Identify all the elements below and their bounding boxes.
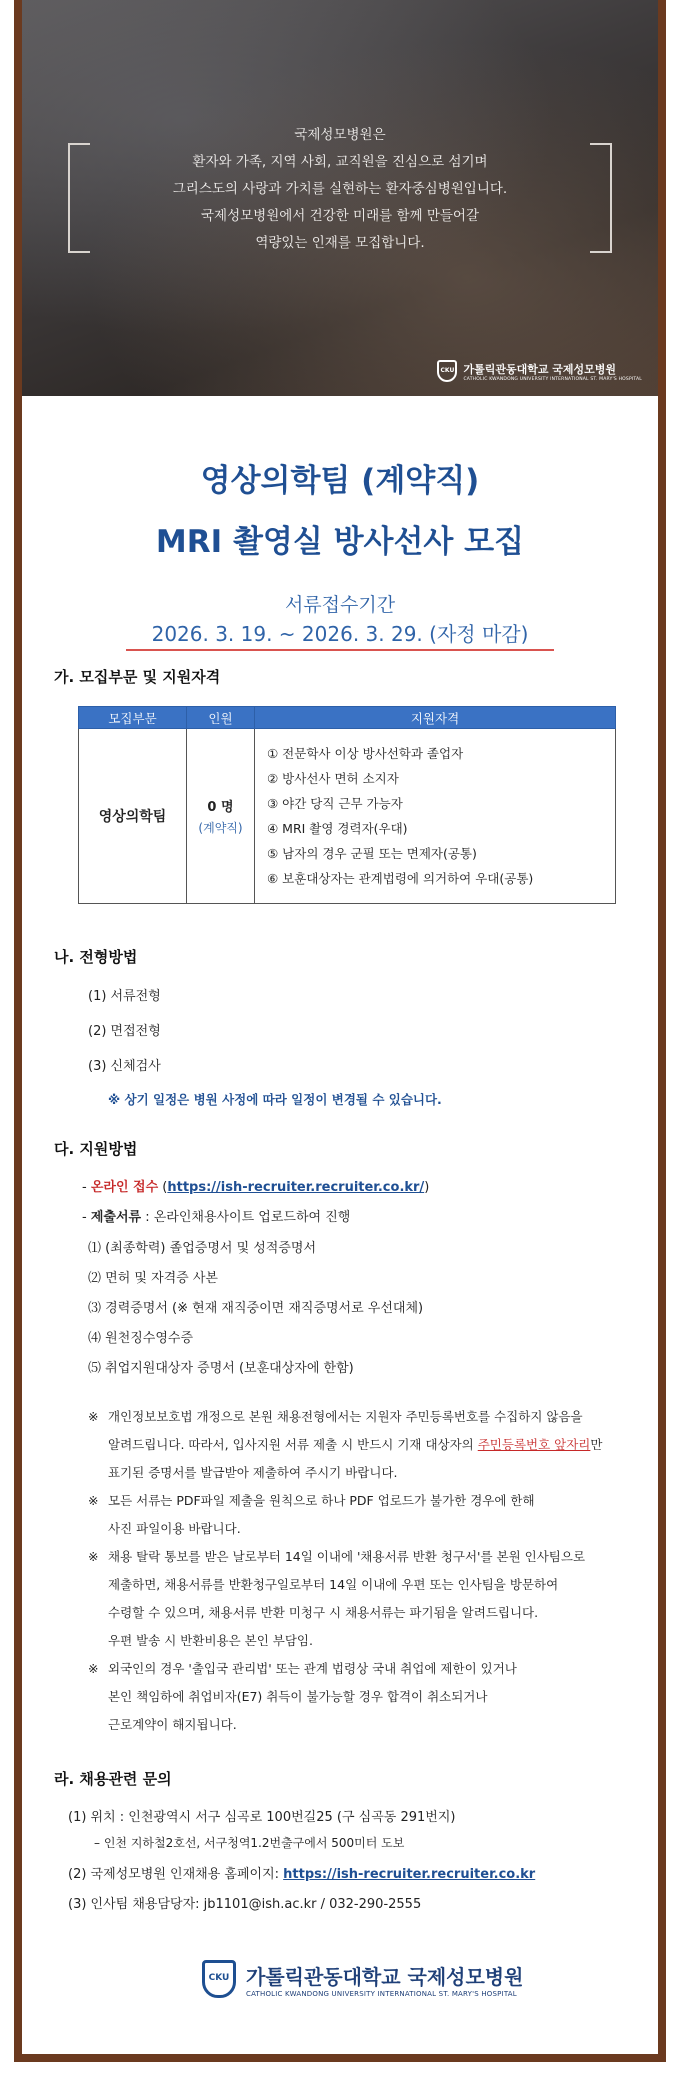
note-line: 채용 탈락 통보를 받은 날로부터 14일 이내에 '채용서류 반환 청구서'를 본원 인사팀으로 xyxy=(108,1549,586,1564)
page-title-line2: MRI 촬영실 방사선사 모집 xyxy=(155,524,525,560)
employment-type: (계약직) xyxy=(198,821,243,835)
return-documents-note xyxy=(88,1543,648,1655)
hospital-emblem-icon: CKU xyxy=(202,1960,236,1998)
bullet-dash: - xyxy=(82,1210,91,1225)
note-line: 우편 발송 시 반환비용은 본인 부담임. xyxy=(108,1633,313,1648)
note-line: 본인 책임하에 취업비자(E7) 취득이 불가능할 경우 합격이 취소되거나 xyxy=(108,1689,488,1704)
note-line: 외국인의 경우 '출입국 관리법' 또는 관계 법령상 국내 취업에 제한이 있거나 xyxy=(108,1661,517,1676)
foreigner-note xyxy=(88,1655,648,1739)
document-item: ⑶ 경력증명서 (※ 현재 재직중이면 재직증명서로 우선대체) xyxy=(88,1301,424,1316)
qualifications-cell xyxy=(255,729,616,904)
qualification-item: ④ MRI 촬영 경력자(우대) xyxy=(267,821,408,836)
subway-line: – 인천 지하철2호선, 서구청역1.2번출구에서 500미터 도보 xyxy=(94,1836,405,1850)
footer-hospital-name-en: CATHOLIC KWANDONG UNIVERSITY INTERNATIONAL ST. MARY'S HOSPITAL xyxy=(246,1989,517,1998)
note-mark: ※ xyxy=(88,1409,99,1424)
section-heading-contact: 라. 채용관련 문의 xyxy=(54,1770,172,1788)
highlight-resident-number: 주민등록번호 앞자리 xyxy=(477,1437,591,1452)
homepage-link[interactable]: https://ish-recruiter.recruiter.co.kr xyxy=(283,1867,536,1882)
right-bracket xyxy=(590,143,612,253)
note-line: 모든 서류는 PDF파일 제출을 원칙으로 하나 PDF 업로드가 불가한 경우에 한해 xyxy=(108,1493,535,1508)
note-line: 제출하면, 채용서류를 반환청구일로부터 14일 이내에 우편 또는 인사팀을 방문하여 xyxy=(108,1577,559,1592)
contact-line: (3) 인사팀 채용담당자: jb1101@ish.ac.kr / 032-290-2555 xyxy=(68,1897,422,1912)
period-value: 2026. 3. 19. ~ 2026. 3. 29. (자정 마감) xyxy=(126,618,554,651)
period-label: 서류접수기간 xyxy=(284,594,396,616)
footer-hospital-name: 가톨릭관동대학교 국제성모병원 xyxy=(246,1964,524,1989)
hero-line: 그리스도의 사랑과 가치를 실현하는 환자중심병원입니다. xyxy=(172,181,508,197)
documents-desc: : 온라인채용사이트 업로드하여 진행 xyxy=(141,1210,351,1225)
hero-line: 국제성모병원에서 건강한 미래를 함께 만들어갈 xyxy=(201,208,479,224)
online-apply-label: 온라인 접수 xyxy=(90,1180,159,1195)
document-item: ⑸ 취업지원대상자 증명서 (보훈대상자에 한함) xyxy=(88,1361,354,1376)
section-heading-recruit: 가. 모집부문 및 지원자격 xyxy=(54,668,221,686)
note-mark: ※ xyxy=(88,1661,99,1676)
hero-message xyxy=(102,122,578,257)
privacy-note xyxy=(88,1403,648,1487)
recruit-table xyxy=(78,706,616,904)
note-mark: ※ xyxy=(88,1549,99,1564)
footer-logo xyxy=(202,1960,523,1998)
document-item: ⑴ (최종학력) 졸업증명서 및 성적증명서 xyxy=(88,1241,317,1256)
location-line: (1) 위치 : 인천광역시 서구 심곡로 100번길25 (구 심곡동 291번지) xyxy=(68,1810,456,1825)
bullet-dash: - xyxy=(82,1180,91,1195)
qualification-item: ⑤ 남자의 경우 군필 또는 면제자(공통) xyxy=(267,846,477,861)
process-step: (1) 서류전형 xyxy=(88,989,161,1004)
note-line: 표기된 증명서를 발급받아 제출하여 주시기 바랍니다. xyxy=(108,1465,398,1480)
hero-line: 환자와 가족, 지역 사회, 교직원을 진심으로 섬기며 xyxy=(192,154,488,170)
left-bracket xyxy=(68,143,90,253)
note-mark: ※ xyxy=(88,1493,99,1508)
documents-label: 제출서류 xyxy=(90,1210,142,1225)
qualification-item: ① 전문학사 이상 방사선학과 졸업자 xyxy=(267,746,464,761)
qualification-item: ⑥ 보훈대상자는 관계법령에 의거하여 우대(공통) xyxy=(267,871,534,886)
process-step: (3) 신체검사 xyxy=(88,1059,161,1074)
document-item: ⑷ 원천징수영수증 xyxy=(88,1331,194,1346)
hospital-name: 가톨릭관동대학교 국제성모병원 xyxy=(463,362,617,376)
homepage-label: (2) 국제성모병원 인재채용 홈페이지: xyxy=(68,1867,284,1882)
document-item: ⑵ 면허 및 자격증 사본 xyxy=(88,1271,218,1286)
page-title-line1: 영상의학팀 (계약직) xyxy=(200,463,480,499)
online-apply-line: - 온라인 접수 (https://ish-recruiter.recruiter.co.kr/) xyxy=(82,1180,430,1195)
homepage-line xyxy=(68,1863,535,1882)
note-line: 수령할 수 있으며, 채용서류 반환 미청구 시 채용서류는 파기됨을 알려드립니다. xyxy=(108,1605,539,1620)
poster-frame xyxy=(14,0,666,2062)
note-line xyxy=(108,1431,648,1459)
hospital-emblem-icon: CKU xyxy=(437,360,457,382)
qualification-item: ② 방사선사 면허 소지자 xyxy=(267,771,399,786)
schedule-note: ※ 상기 일정은 병원 사정에 따라 일정이 변경될 수 있습니다. xyxy=(108,1092,442,1107)
pdf-note xyxy=(88,1487,648,1543)
count-cell xyxy=(187,729,255,904)
hospital-logo xyxy=(437,360,642,382)
process-step: (2) 면접전형 xyxy=(88,1024,161,1039)
hero-banner xyxy=(22,0,658,396)
note-text: 알려드립니다. 따라서, 입사지원 서류 제출 시 반드시 기재 대상자의 xyxy=(108,1437,478,1452)
note-line: 사진 파일이용 바랍니다. xyxy=(108,1521,241,1536)
qualification-item: ③ 야간 당직 근무 가능자 xyxy=(267,796,403,811)
table-row xyxy=(79,729,616,904)
hero-line: 역량있는 인재를 모집합니다. xyxy=(255,235,425,251)
hospital-name-en: CATHOLIC KWANDONG UNIVERSITY INTERNATIONAL ST. MARY'S HOSPITAL xyxy=(463,376,642,382)
table-header: 지원자격 xyxy=(255,707,616,729)
note-text: 만 xyxy=(590,1437,603,1452)
section-heading-apply: 다. 지원방법 xyxy=(54,1140,138,1158)
hero-line: 국제성모병원은 xyxy=(294,127,386,143)
documents-line xyxy=(82,1206,350,1225)
headcount: 0 명 xyxy=(207,800,234,815)
table-header: 인원 xyxy=(187,707,255,729)
note-line: 개인정보보호법 개정으로 본원 채용전형에서는 지원자 주민등록번호를 수집하지 않음을 xyxy=(108,1409,583,1424)
recruit-site-link[interactable]: https://ish-recruiter.recruiter.co.kr/ xyxy=(167,1180,425,1195)
table-header: 모집부문 xyxy=(79,707,187,729)
note-line: 근로계약이 해지됩니다. xyxy=(108,1717,237,1732)
section-heading-process: 나. 전형방법 xyxy=(54,948,138,966)
dept-cell: 영상의학팀 xyxy=(79,729,187,904)
